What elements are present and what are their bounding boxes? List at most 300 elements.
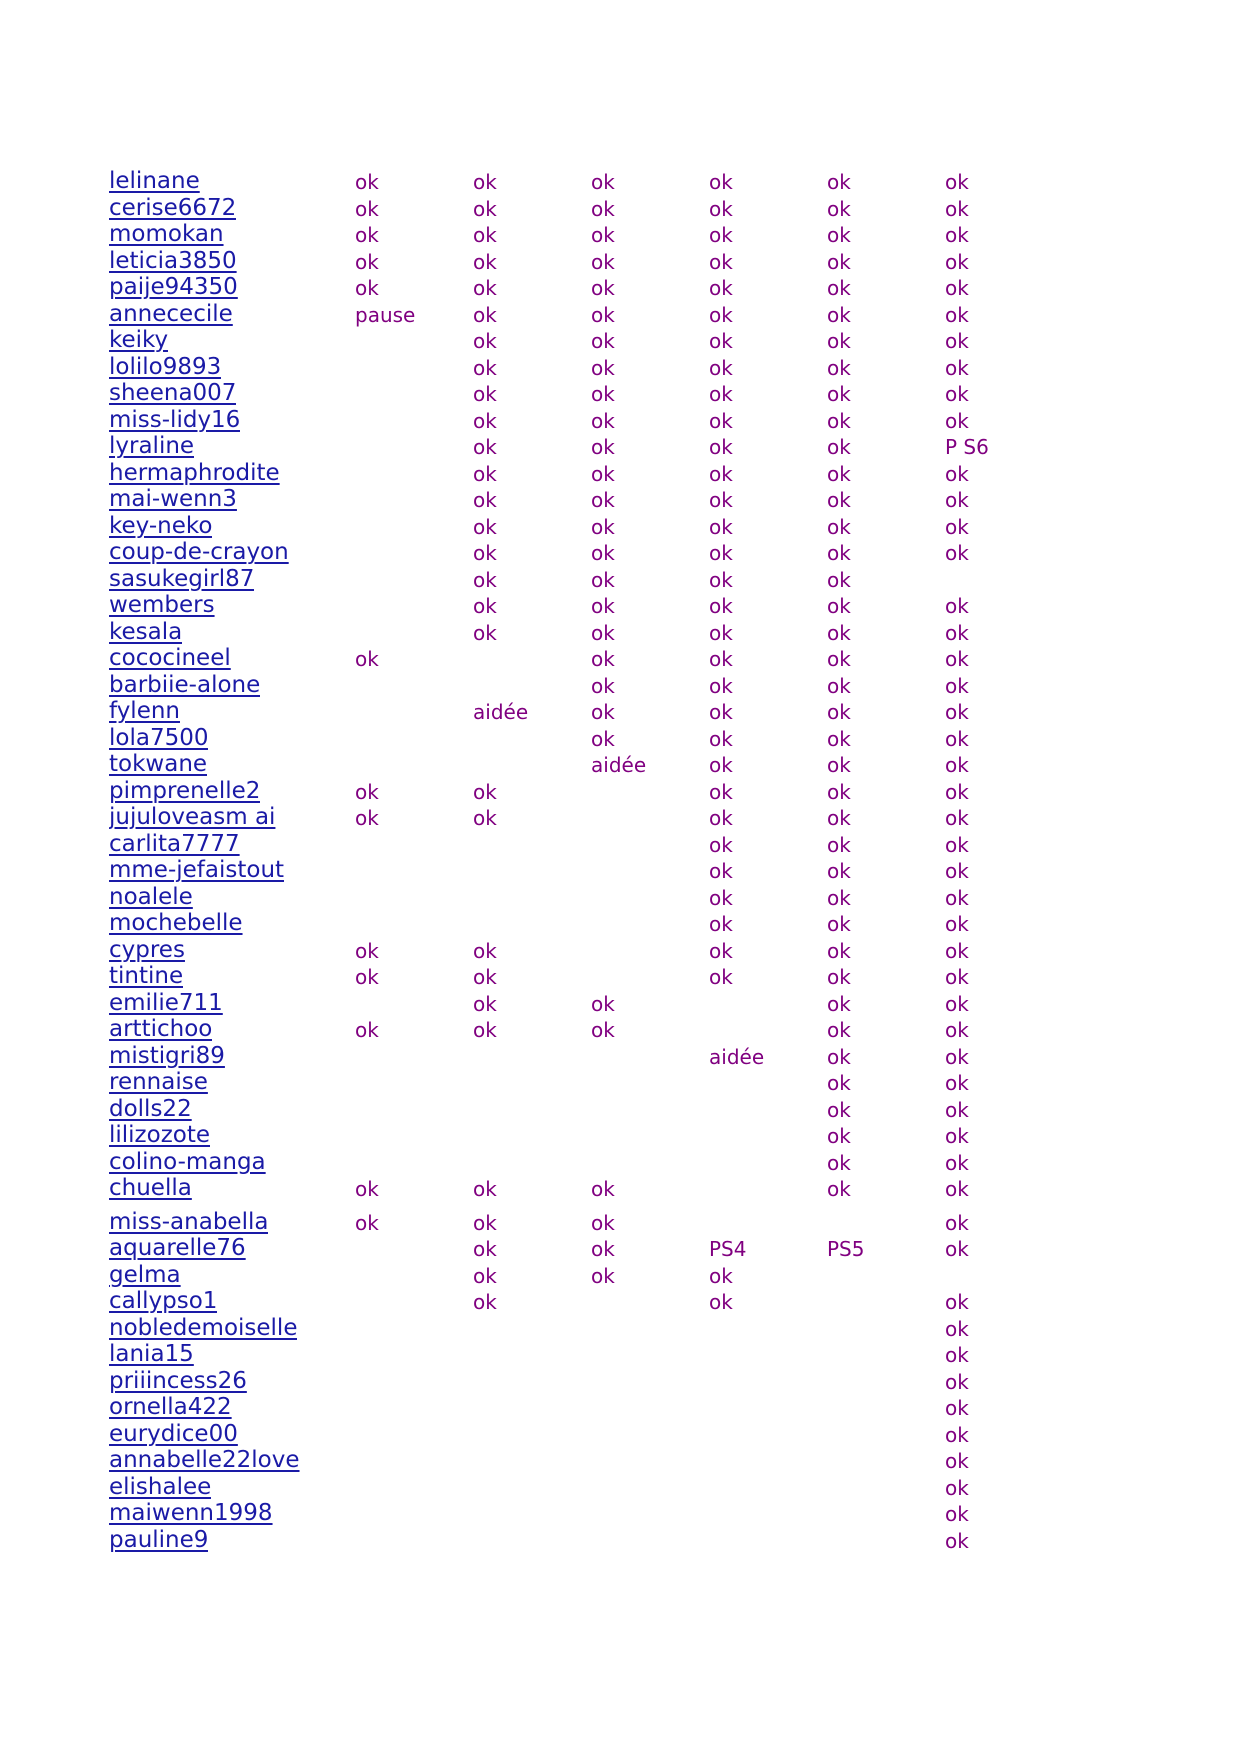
username-link[interactable]: arttichoo	[109, 1016, 213, 1042]
table-row	[0, 301, 1241, 328]
status-cell: ok	[827, 832, 851, 857]
status-cell: ok	[591, 461, 615, 486]
username-link[interactable]: emilie711	[109, 989, 223, 1016]
table-row	[0, 910, 1241, 937]
status-cell: ok	[591, 700, 615, 724]
status-cell: ok	[945, 461, 969, 486]
username-link[interactable]: priiincess26	[109, 1367, 247, 1394]
status-cell: ok	[827, 1097, 851, 1122]
status-cell: ok	[945, 196, 969, 221]
status-cell: ok	[473, 779, 497, 804]
status-cell: ok	[591, 991, 615, 1016]
username-link[interactable]: hermaphrodite	[109, 459, 280, 486]
status-cell: ok	[355, 196, 379, 221]
username-link[interactable]: nobledemoiselle	[109, 1314, 298, 1341]
status-cell: ok	[827, 726, 851, 751]
username-link[interactable]: pimprenelle2	[109, 777, 261, 804]
username-link[interactable]: sheena007	[109, 380, 237, 406]
username-link[interactable]: chuella	[109, 1175, 192, 1201]
status-cell: ok	[827, 1177, 851, 1201]
table-row	[0, 1394, 1241, 1421]
table-row	[0, 1447, 1241, 1474]
status-cell: ok	[591, 594, 615, 618]
status-cell: ok	[945, 1071, 969, 1095]
status-cell: ok	[591, 620, 615, 645]
status-cell: ok	[945, 673, 969, 698]
status-cell: ok	[827, 753, 851, 777]
status-cell: ok	[591, 329, 615, 353]
status-cell: ok	[827, 567, 851, 592]
username-link[interactable]: wembers	[109, 592, 215, 618]
status-cell: ok	[827, 673, 851, 698]
table-row	[0, 698, 1241, 725]
table-row	[0, 1122, 1241, 1149]
username-link[interactable]: annececile	[109, 300, 233, 327]
status-cell: ok	[591, 726, 615, 751]
status-cell: ok	[827, 912, 851, 936]
status-cell: ok	[473, 276, 497, 300]
status-cell: ok	[591, 170, 615, 194]
table-row	[0, 1096, 1241, 1123]
username-link[interactable]: callypso1	[109, 1288, 218, 1314]
table-row	[0, 1527, 1241, 1554]
status-cell: ok	[827, 938, 851, 963]
status-cell: ok	[355, 806, 379, 830]
username-link[interactable]: paije94350	[109, 274, 238, 300]
status-cell: ok	[355, 938, 379, 963]
status-cell: ok	[945, 1422, 969, 1447]
status-cell: ok	[709, 408, 733, 433]
status-cell: ok	[473, 382, 497, 406]
username-link[interactable]: keiky	[109, 327, 169, 353]
status-cell: ok	[473, 991, 497, 1016]
table-row	[0, 1421, 1241, 1448]
status-cell: ok	[945, 1097, 969, 1122]
status-cell: ok	[945, 1316, 969, 1341]
status-cell: ok	[355, 1210, 379, 1235]
status-cell: ok	[945, 620, 969, 645]
table-row	[0, 460, 1241, 487]
status-cell: PS4	[709, 1237, 747, 1261]
username-link[interactable]: lania15	[109, 1341, 194, 1367]
status-cell: ok	[473, 1210, 497, 1235]
username-link[interactable]: aquarelle76	[109, 1235, 246, 1261]
status-cell: ok	[945, 753, 969, 777]
username-link[interactable]: lyraline	[109, 433, 195, 459]
status-cell: ok	[709, 726, 733, 751]
username-link[interactable]: eurydice00	[109, 1420, 238, 1447]
status-cell: ok	[945, 302, 969, 327]
username-link[interactable]: jujuloveasm ai	[109, 804, 276, 830]
username-link[interactable]: mistigri89	[109, 1042, 225, 1069]
table-row	[0, 725, 1241, 752]
status-cell: ok	[591, 673, 615, 698]
status-cell: ok	[945, 1290, 969, 1314]
status-cell: ok	[591, 541, 615, 565]
username-link[interactable]: ornella422	[109, 1394, 232, 1420]
status-cell: ok	[945, 1210, 969, 1235]
status-cell: ok	[945, 249, 969, 274]
status-cell: ok	[473, 1263, 497, 1288]
table-row	[0, 751, 1241, 778]
status-cell: ok	[473, 170, 497, 194]
status-cell: ok	[355, 223, 379, 247]
status-cell: ok	[709, 832, 733, 857]
table-row	[0, 274, 1241, 301]
status-cell: ok	[709, 885, 733, 910]
status-cell: ok	[945, 329, 969, 353]
table-row	[0, 857, 1241, 884]
status-cell: ok	[945, 1343, 969, 1367]
username-link[interactable]: mochebelle	[109, 910, 243, 936]
status-cell: ok	[827, 541, 851, 565]
status-cell: ok	[591, 355, 615, 380]
status-cell: ok	[827, 382, 851, 406]
username-link[interactable]: lilizozote	[109, 1122, 211, 1148]
status-cell: ok	[945, 965, 969, 989]
table-row	[0, 1500, 1241, 1527]
table-row	[0, 195, 1241, 222]
username-link[interactable]: lelinane	[109, 168, 200, 194]
status-cell: ok	[945, 488, 969, 512]
table-row	[0, 937, 1241, 964]
status-cell: P S6	[945, 435, 989, 459]
username-link[interactable]: rennaise	[109, 1069, 208, 1095]
username-link[interactable]: coup-de-crayon	[109, 539, 289, 565]
table-row	[0, 1368, 1241, 1395]
status-cell: ok	[709, 382, 733, 406]
table-row	[0, 619, 1241, 646]
username-link[interactable]: pauline9	[109, 1526, 209, 1553]
table-row	[0, 1288, 1241, 1315]
username-link[interactable]: cypres	[109, 936, 185, 963]
username-link[interactable]: lola7500	[109, 724, 209, 751]
table-row	[0, 539, 1241, 566]
table-row	[0, 1474, 1241, 1501]
status-cell: ok	[473, 435, 497, 459]
status-cell: ok	[355, 249, 379, 274]
status-cell: ok	[827, 594, 851, 618]
status-cell: ok	[827, 1150, 851, 1175]
status-cell: ok	[473, 461, 497, 486]
status-cell: ok	[827, 965, 851, 989]
status-cell: ok	[709, 223, 733, 247]
status-cell: ok	[945, 1528, 969, 1553]
status-cell: ok	[945, 1396, 969, 1420]
table-row	[0, 513, 1241, 540]
status-cell: ok	[827, 461, 851, 486]
status-cell: ok	[473, 249, 497, 274]
username-link[interactable]: annabelle22love	[109, 1447, 300, 1473]
status-cell: ok	[355, 276, 379, 300]
status-cell: ok	[473, 1290, 497, 1314]
status-cell: ok	[591, 1018, 615, 1042]
status-cell: ok	[473, 302, 497, 327]
status-cell: ok	[709, 514, 733, 539]
table-row	[0, 990, 1241, 1017]
username-link[interactable]: miss-lidy16	[109, 406, 241, 433]
table-row	[0, 592, 1241, 619]
table-row	[0, 1315, 1241, 1342]
status-cell: ok	[709, 435, 733, 459]
status-cell: ok	[827, 355, 851, 380]
status-cell: ok	[591, 1177, 615, 1201]
status-cell: aidée	[473, 700, 529, 724]
status-cell: ok	[709, 249, 733, 274]
status-cell: ok	[591, 514, 615, 539]
status-cell: ok	[827, 806, 851, 830]
username-link[interactable]: elishalee	[109, 1473, 212, 1500]
status-cell: ok	[827, 1044, 851, 1069]
status-cell: aidée	[709, 1044, 765, 1069]
status-cell: ok	[945, 1044, 969, 1069]
status-cell: ok	[945, 1449, 969, 1473]
status-cell: ok	[827, 488, 851, 512]
status-cell: ok	[827, 196, 851, 221]
status-cell: ok	[591, 567, 615, 592]
status-cell: ok	[827, 302, 851, 327]
status-cell: ok	[709, 1290, 733, 1314]
username-link[interactable]: key-neko	[109, 512, 213, 539]
status-cell: ok	[709, 620, 733, 645]
status-cell: ok	[945, 885, 969, 910]
status-cell: ok	[827, 700, 851, 724]
status-cell: ok	[473, 620, 497, 645]
status-cell: ok	[709, 488, 733, 512]
table-row	[0, 407, 1241, 434]
table-row	[0, 1341, 1241, 1368]
status-cell: ok	[355, 170, 379, 194]
table-row	[0, 884, 1241, 911]
username-link[interactable]: colino-manga	[109, 1148, 266, 1175]
username-link[interactable]: cococineel	[109, 645, 231, 671]
status-cell: ok	[591, 1237, 615, 1261]
table-row	[0, 645, 1241, 672]
table-row	[0, 168, 1241, 195]
status-cell: ok	[945, 355, 969, 380]
status-cell: ok	[473, 965, 497, 989]
status-cell: ok	[945, 1369, 969, 1394]
username-link[interactable]: miss-anabella	[109, 1208, 269, 1235]
status-cell: ok	[709, 276, 733, 300]
status-cell: ok	[945, 726, 969, 751]
table-row	[0, 1235, 1241, 1262]
status-cell: ok	[945, 859, 969, 883]
status-cell: ok	[473, 541, 497, 565]
status-cell: ok	[827, 1124, 851, 1148]
status-cell: ok	[473, 514, 497, 539]
status-cell: ok	[945, 1475, 969, 1500]
status-cell: ok	[709, 965, 733, 989]
table-row	[0, 433, 1241, 460]
status-cell: ok	[945, 991, 969, 1016]
status-cell: ok	[945, 832, 969, 857]
status-cell: ok	[709, 806, 733, 830]
status-cell: ok	[945, 700, 969, 724]
table-row	[0, 1175, 1241, 1202]
status-cell: ok	[827, 1071, 851, 1095]
status-cell: ok	[827, 276, 851, 300]
table-row	[0, 1149, 1241, 1176]
status-cell: ok	[827, 1018, 851, 1042]
status-cell: ok	[827, 647, 851, 671]
username-link[interactable]: tintine	[109, 963, 184, 989]
status-cell: ok	[827, 170, 851, 194]
table-row	[0, 354, 1241, 381]
status-cell: ok	[355, 965, 379, 989]
status-cell: ok	[709, 170, 733, 194]
status-cell: ok	[945, 594, 969, 618]
status-cell: ok	[945, 514, 969, 539]
status-cell: ok	[709, 1263, 733, 1288]
status-cell: ok	[945, 1150, 969, 1175]
status-cell: ok	[827, 435, 851, 459]
status-cell: ok	[473, 355, 497, 380]
table-row	[0, 1262, 1241, 1289]
status-cell: PS5	[827, 1237, 865, 1261]
status-cell: ok	[591, 196, 615, 221]
status-cell: ok	[945, 806, 969, 830]
status-cell: ok	[945, 170, 969, 194]
status-cell: ok	[945, 1237, 969, 1261]
username-link[interactable]: dolls22	[109, 1095, 192, 1122]
status-cell: ok	[709, 355, 733, 380]
status-cell: ok	[591, 488, 615, 512]
status-cell: ok	[591, 276, 615, 300]
status-cell: ok	[591, 408, 615, 433]
status-cell: ok	[473, 938, 497, 963]
status-cell: ok	[355, 779, 379, 804]
status-cell: ok	[827, 859, 851, 883]
status-cell: ok	[709, 567, 733, 592]
status-cell: ok	[355, 1018, 379, 1042]
status-cell: ok	[709, 461, 733, 486]
table-row	[0, 1016, 1241, 1043]
status-cell: ok	[945, 1502, 969, 1526]
status-cell: ok	[473, 567, 497, 592]
username-link[interactable]: gelma	[109, 1261, 181, 1288]
status-cell: ok	[945, 1124, 969, 1148]
table-row	[0, 221, 1241, 248]
status-cell: ok	[945, 938, 969, 963]
table-row	[0, 327, 1241, 354]
status-cell: ok	[591, 1210, 615, 1235]
table-row	[0, 1209, 1241, 1236]
table-row	[0, 672, 1241, 699]
status-cell: ok	[945, 1177, 969, 1201]
status-cell: ok	[709, 647, 733, 671]
table-row	[0, 1043, 1241, 1070]
status-cell: ok	[945, 1018, 969, 1042]
status-cell: ok	[591, 223, 615, 247]
status-cell: ok	[945, 408, 969, 433]
status-cell: ok	[591, 435, 615, 459]
status-cell: ok	[473, 223, 497, 247]
table-row	[0, 486, 1241, 513]
username-link[interactable]: barbiie-alone	[109, 671, 261, 698]
username-link[interactable]: lolilo9893	[109, 353, 222, 380]
status-cell: ok	[355, 647, 379, 671]
status-cell: ok	[827, 223, 851, 247]
status-cell: ok	[473, 1237, 497, 1261]
status-cell: ok	[827, 514, 851, 539]
status-cell: ok	[827, 620, 851, 645]
username-link[interactable]: fylenn	[109, 698, 180, 724]
status-cell: ok	[591, 1263, 615, 1288]
username-link[interactable]: noalele	[109, 883, 193, 910]
status-cell: ok	[709, 938, 733, 963]
status-cell: ok	[827, 329, 851, 353]
status-cell: ok	[709, 673, 733, 698]
status-cell: ok	[709, 859, 733, 883]
status-cell: ok	[473, 488, 497, 512]
status-cell: ok	[827, 249, 851, 274]
username-link[interactable]: kesala	[109, 618, 183, 645]
status-cell: ok	[827, 779, 851, 804]
status-cell: ok	[945, 276, 969, 300]
status-cell: ok	[473, 329, 497, 353]
username-link[interactable]: mme-jefaistout	[109, 857, 285, 883]
status-cell: ok	[945, 912, 969, 936]
status-cell: ok	[827, 991, 851, 1016]
status-cell: ok	[827, 885, 851, 910]
table-row	[0, 804, 1241, 831]
status-cell: ok	[945, 541, 969, 565]
username-link[interactable]: maiwenn1998	[109, 1500, 273, 1526]
status-cell: ok	[591, 249, 615, 274]
status-cell: ok	[709, 779, 733, 804]
status-cell: ok	[473, 806, 497, 830]
status-cell: ok	[473, 1018, 497, 1042]
table-row	[0, 1069, 1241, 1096]
status-cell: aidée	[591, 753, 647, 777]
spreadsheet-table	[0, 168, 1241, 1553]
status-cell: ok	[709, 196, 733, 221]
status-cell: ok	[945, 779, 969, 804]
username-link[interactable]: tokwane	[109, 751, 208, 777]
status-cell: ok	[945, 382, 969, 406]
status-cell: ok	[827, 408, 851, 433]
status-cell: ok	[473, 408, 497, 433]
status-cell: ok	[945, 647, 969, 671]
table-row	[0, 963, 1241, 990]
status-cell: ok	[709, 753, 733, 777]
username-link[interactable]: mai-wenn3	[109, 486, 237, 512]
username-link[interactable]: sasukegirl87	[109, 565, 255, 592]
table-row	[0, 566, 1241, 593]
status-cell: ok	[709, 700, 733, 724]
table-row	[0, 380, 1241, 407]
table-row	[0, 831, 1241, 858]
status-cell: ok	[945, 223, 969, 247]
status-cell: ok	[709, 594, 733, 618]
username-link[interactable]: cerise6672	[109, 194, 237, 221]
status-cell: ok	[355, 1177, 379, 1201]
status-cell: ok	[709, 541, 733, 565]
username-link[interactable]: momokan	[109, 221, 224, 247]
status-cell: pause	[355, 302, 416, 327]
username-link[interactable]: leticia3850	[109, 247, 237, 274]
username-link[interactable]: carlita7777	[109, 830, 240, 857]
status-cell: ok	[591, 647, 615, 671]
status-cell: ok	[709, 302, 733, 327]
status-cell: ok	[709, 912, 733, 936]
status-cell: ok	[473, 1177, 497, 1201]
status-cell: ok	[591, 382, 615, 406]
status-cell: ok	[709, 329, 733, 353]
status-cell: ok	[473, 594, 497, 618]
table-row	[0, 778, 1241, 805]
